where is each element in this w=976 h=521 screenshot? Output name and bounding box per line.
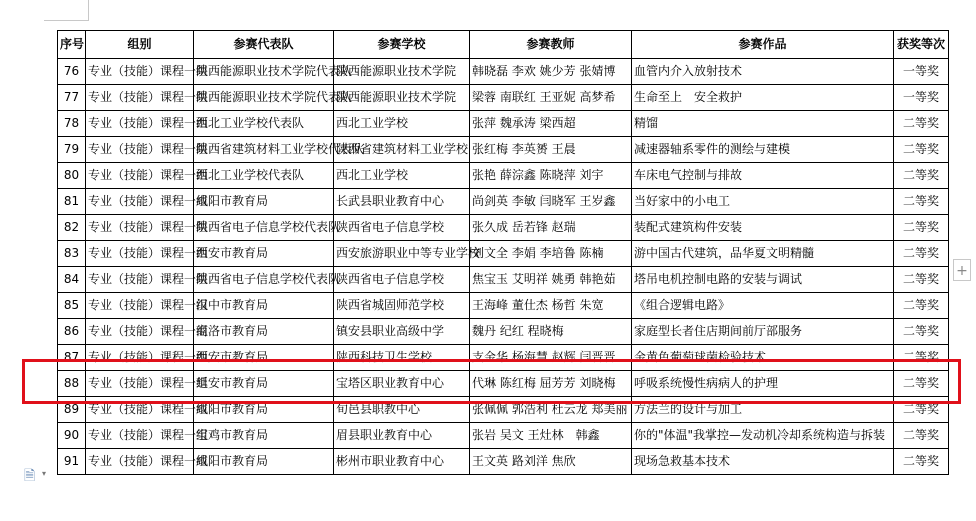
cell-work: 塔吊电机控制电路的安装与调试: [632, 267, 894, 293]
table-row: [58, 345, 949, 371]
cell-award: 二等奖: [894, 241, 949, 267]
cell-teachers: 张红梅 李英赟 王晨: [470, 137, 632, 163]
cell-number: 80: [58, 163, 86, 189]
cell-number: 78: [58, 111, 86, 137]
page-margin-mark-vertical: [88, 0, 89, 20]
chevron-down-icon[interactable]: ▾: [42, 469, 47, 478]
cell-group: 专业（技能）课程一组: [86, 163, 194, 189]
column-header: 序号: [58, 31, 86, 59]
table-row: [58, 267, 949, 293]
cell-team: 商洛市教育局: [194, 319, 334, 345]
cell-school: 陕西能源职业技术学院: [334, 85, 470, 111]
cell-work: 血管内介入放射技术: [632, 59, 894, 85]
cell-work: 精馏: [632, 111, 894, 137]
cell-group: 专业（技能）课程一组: [86, 345, 194, 371]
cell-team: 陕西省电子信息学校代表队: [194, 215, 334, 241]
add-row-button[interactable]: +: [953, 259, 971, 281]
cell-work: 装配式建筑构件安装: [632, 215, 894, 241]
cell-school: 长武县职业教育中心: [334, 189, 470, 215]
cell-group: 专业（技能）课程一组: [86, 423, 194, 449]
table-row: [58, 189, 949, 215]
table-row: [58, 85, 949, 111]
cell-number: 79: [58, 137, 86, 163]
cell-team: 西安市教育局: [194, 345, 334, 371]
cell-award: 二等奖: [894, 111, 949, 137]
cell-school: 西北工业学校: [334, 163, 470, 189]
cell-school: 眉县职业教育中心: [334, 423, 470, 449]
table-row: [58, 59, 949, 85]
cell-team: 宝鸡市教育局: [194, 423, 334, 449]
table-row: [58, 449, 949, 475]
cell-number: 76: [58, 59, 86, 85]
table-row: [58, 215, 949, 241]
cell-group: 专业（技能）课程一组: [86, 371, 194, 397]
cell-group: 专业（技能）课程一组: [86, 449, 194, 475]
table-row: [58, 241, 949, 267]
cell-award: 二等奖: [894, 449, 949, 475]
column-header: 组别: [86, 31, 194, 59]
cell-teachers: 王文英 路刘洋 焦欣: [470, 449, 632, 475]
cell-teachers: 尚剑英 李敏 闫晓军 王岁鑫: [470, 189, 632, 215]
cell-teachers: 张岩 吴文 王灶林 韩鑫: [470, 423, 632, 449]
table-row: [58, 293, 949, 319]
column-header: 获奖等次: [894, 31, 949, 59]
cell-group: 专业（技能）课程一组: [86, 397, 194, 423]
cell-award: 一等奖: [894, 59, 949, 85]
cell-group: 专业（技能）课程一组: [86, 319, 194, 345]
column-header: 参赛学校: [334, 31, 470, 59]
cell-group: 专业（技能）课程一组: [86, 189, 194, 215]
cell-teachers: 梁蓉 南联红 王亚妮 高梦希: [470, 85, 632, 111]
column-header: 参赛作品: [632, 31, 894, 59]
cell-school: 旬邑县职教中心: [334, 397, 470, 423]
cell-school: 陕西省城固师范学校: [334, 293, 470, 319]
cell-teachers: 张久成 岳若锋 赵瑞: [470, 215, 632, 241]
table-row: [58, 423, 949, 449]
cell-award: 二等奖: [894, 345, 949, 371]
cell-award: 一等奖: [894, 85, 949, 111]
cell-team: 陕西省电子信息学校代表队: [194, 267, 334, 293]
page-margin-mark-horizontal: [44, 20, 89, 21]
cell-teachers: 张佩佩 郭浩利 杜云龙 郑美丽: [470, 397, 632, 423]
cell-teachers: 韩晓磊 李欢 姚少芳 张婧博: [470, 59, 632, 85]
cell-school: 陕西省建筑材料工业学校: [334, 137, 470, 163]
cell-teachers: 代琳 陈红梅 屈芳芳 刘晓梅: [470, 371, 632, 397]
cell-school: 彬州市职业教育中心: [334, 449, 470, 475]
table-row: [58, 111, 949, 137]
cell-school: 西北工业学校: [334, 111, 470, 137]
cell-school: 陕西省电子信息学校: [334, 215, 470, 241]
cell-number: 83: [58, 241, 86, 267]
cell-number: 82: [58, 215, 86, 241]
column-header: 参赛教师: [470, 31, 632, 59]
cell-work: 方法兰的设计与加工: [632, 397, 894, 423]
column-header: 参赛代表队: [194, 31, 334, 59]
cell-number: 81: [58, 189, 86, 215]
cell-work: 家庭型长者住店期间前厅部服务: [632, 319, 894, 345]
cell-work: 你的"体温"我掌控—发动机冷却系统构造与拆装: [632, 423, 894, 449]
cell-work: 生命至上 安全救护: [632, 85, 894, 111]
cell-team: 西北工业学校代表队: [194, 111, 334, 137]
cell-work: 金黄色葡萄球菌检验技术: [632, 345, 894, 371]
cell-group: 专业（技能）课程一组: [86, 241, 194, 267]
cell-team: 陕西能源职业技术学院代表队: [194, 85, 334, 111]
cell-award: 二等奖: [894, 397, 949, 423]
cell-teachers: 支金华 杨海慧 赵辉 闫晋晋: [470, 345, 632, 371]
cell-number: 89: [58, 397, 86, 423]
cell-award: 二等奖: [894, 189, 949, 215]
cell-teachers: 焦宝玉 艾明祥 姚勇 韩艳茹: [470, 267, 632, 293]
cell-school: 西安旅游职业中等专业学校: [334, 241, 470, 267]
table-header-row: [58, 31, 949, 59]
cell-school: 镇安县职业高级中学: [334, 319, 470, 345]
cell-group: 专业（技能）课程一组: [86, 111, 194, 137]
cell-award: 二等奖: [894, 423, 949, 449]
cell-work: 车床电气控制与排故: [632, 163, 894, 189]
award-table: [57, 30, 949, 475]
cell-team: 汉中市教育局: [194, 293, 334, 319]
cell-teachers: 王海峰 董仕杰 杨哲 朱宽: [470, 293, 632, 319]
cell-team: 西北工业学校代表队: [194, 163, 334, 189]
cell-team: 咸阳市教育局: [194, 449, 334, 475]
cell-group: 专业（技能）课程一组: [86, 137, 194, 163]
cell-teachers: 张萍 魏承涛 梁西超: [470, 111, 632, 137]
cell-award: 二等奖: [894, 267, 949, 293]
cell-school: 陕西能源职业技术学院: [334, 59, 470, 85]
table-row: [58, 163, 949, 189]
cell-team: 西安市教育局: [194, 241, 334, 267]
cell-school: 陕西省电子信息学校: [334, 267, 470, 293]
cell-number: 85: [58, 293, 86, 319]
cell-work: 减速器轴系零件的测绘与建模: [632, 137, 894, 163]
cell-number: 90: [58, 423, 86, 449]
cell-group: 专业（技能）课程一组: [86, 59, 194, 85]
cell-number: 91: [58, 449, 86, 475]
cell-teachers: 刘文全 李娟 李培鲁 陈楠: [470, 241, 632, 267]
cell-number: 77: [58, 85, 86, 111]
cell-award: 二等奖: [894, 371, 949, 397]
cell-number: 84: [58, 267, 86, 293]
cell-award: 二等奖: [894, 137, 949, 163]
cell-team: 延安市教育局: [194, 371, 334, 397]
cell-work: 游中国古代建筑，品华夏文明精髓: [632, 241, 894, 267]
cell-team: 咸阳市教育局: [194, 189, 334, 215]
cell-award: 二等奖: [894, 215, 949, 241]
cell-group: 专业（技能）课程一组: [86, 293, 194, 319]
cell-award: 二等奖: [894, 319, 949, 345]
table-row: [58, 319, 949, 345]
cell-teachers: 魏丹 纪红 程晓梅: [470, 319, 632, 345]
table-body: [58, 59, 949, 475]
cell-group: 专业（技能）课程一组: [86, 267, 194, 293]
cell-number: 87: [58, 345, 86, 371]
table-row: [58, 397, 949, 423]
cell-school: 宝塔区职业教育中心: [334, 371, 470, 397]
cell-group: 专业（技能）课程一组: [86, 85, 194, 111]
cell-work: 呼吸系统慢性病病人的护理: [632, 371, 894, 397]
cell-work: 现场急救基本技术: [632, 449, 894, 475]
cell-group: 专业（技能）课程一组: [86, 215, 194, 241]
cell-team: 咸阳市教育局: [194, 397, 334, 423]
cell-teachers: 张艳 薛淙鑫 陈晓萍 刘宇: [470, 163, 632, 189]
cell-award: 二等奖: [894, 293, 949, 319]
cell-team: 陕西能源职业技术学院代表队: [194, 59, 334, 85]
cell-number: 86: [58, 319, 86, 345]
cell-award: 二等奖: [894, 163, 949, 189]
cell-work: 《组合逻辑电路》: [632, 293, 894, 319]
cell-team: 陕西省建筑材料工业学校代表队: [194, 137, 334, 163]
table-row: [58, 371, 949, 397]
document-icon[interactable]: 🗎: [24, 468, 36, 484]
cell-number: 88: [58, 371, 86, 397]
cell-work: 当好家中的小电工: [632, 189, 894, 215]
cell-school: 陕西科技卫生学校: [334, 345, 470, 371]
table-row: [58, 137, 949, 163]
